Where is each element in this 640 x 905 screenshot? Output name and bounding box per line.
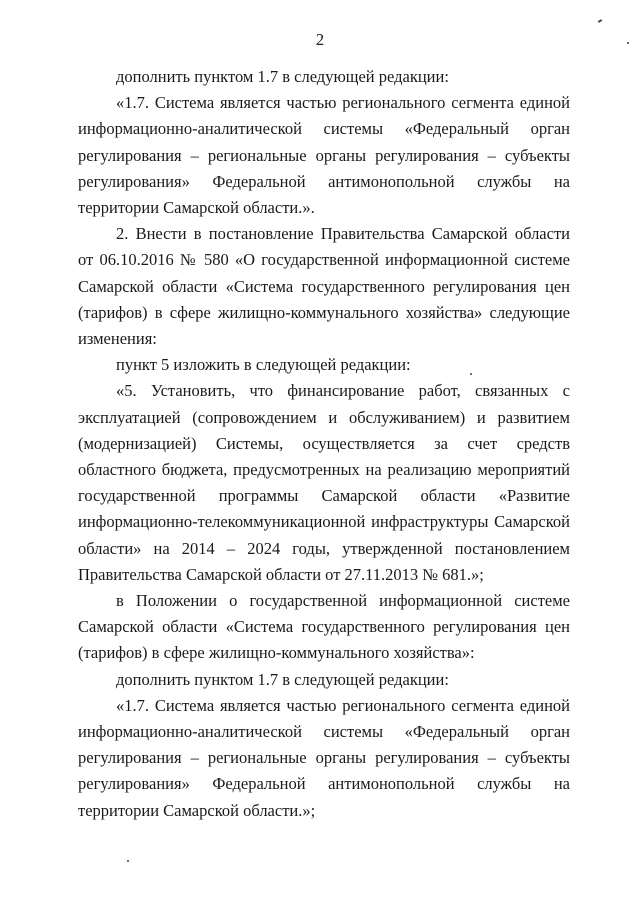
- document-body: [78, 64, 570, 824]
- scan-mark-top-right: [598, 19, 602, 23]
- paragraph-amend-2: дополнить пунктом 1.7 в следующей редакции:: [116, 669, 449, 689]
- page-number: 2: [315, 30, 325, 49]
- paragraph-clause-1-7-second: «1.7. Система является частью регионального сегмента единой информационно-аналитической системы «Федеральный орган регулирования – региональные органы регулирования – субъекты регулирования» Федеральной антимонопольной службы на территории Самарской области.»;: [78, 695, 570, 820]
- scan-mark-bottom: [127, 860, 129, 862]
- paragraph-amend-1: дополнить пунктом 1.7 в следующей редакции:: [116, 67, 449, 86]
- scan-mark-mid: [470, 373, 472, 375]
- scan-mark-right: [627, 42, 629, 44]
- paragraph-item-2: 2. Внести в постановление Правительства Самарской области от 06.10.2016 № 580 «О государственной информационной системе Самарской области «Система государственного регулирования цен (тарифов) в сфере жилищно-коммунального хозяйства» следующие изменения:: [78, 224, 570, 349]
- paragraph-clause-5: «5. Установить, что финансирование работ, связанных с эксплуатацией (сопровождением и обслуживанием) и развитием (модернизацией) Системы, осуществляется за счет средств областного бюджета, предусмотренных на реализацию мероприятий государственной программы Самарской области «Развитие информационно-телекоммуникационной инфраструктуры Самарской области» на 2014 – 2024 годы, утвержденной постановлением Правительства Самарской области от 27.11.2013 № 681.»;: [78, 381, 570, 584]
- paragraph-clause-1-7: «1.7. Система является частью регионального сегмента единой информационно-аналитической системы «Федеральный орган регулирования – региональные органы регулирования – субъекты регулирования» Федеральной антимонопольной службы на территории Самарской области.».: [78, 93, 570, 218]
- paragraph-amend-5: пункт 5 изложить в следующей редакции:: [116, 355, 411, 375]
- paragraph-regulation: в Положении о государственной информационной системе Самарской области «Система государственного регулирования цен (тарифов) в сфере жилищно-коммунального хозяйства»:: [78, 591, 570, 663]
